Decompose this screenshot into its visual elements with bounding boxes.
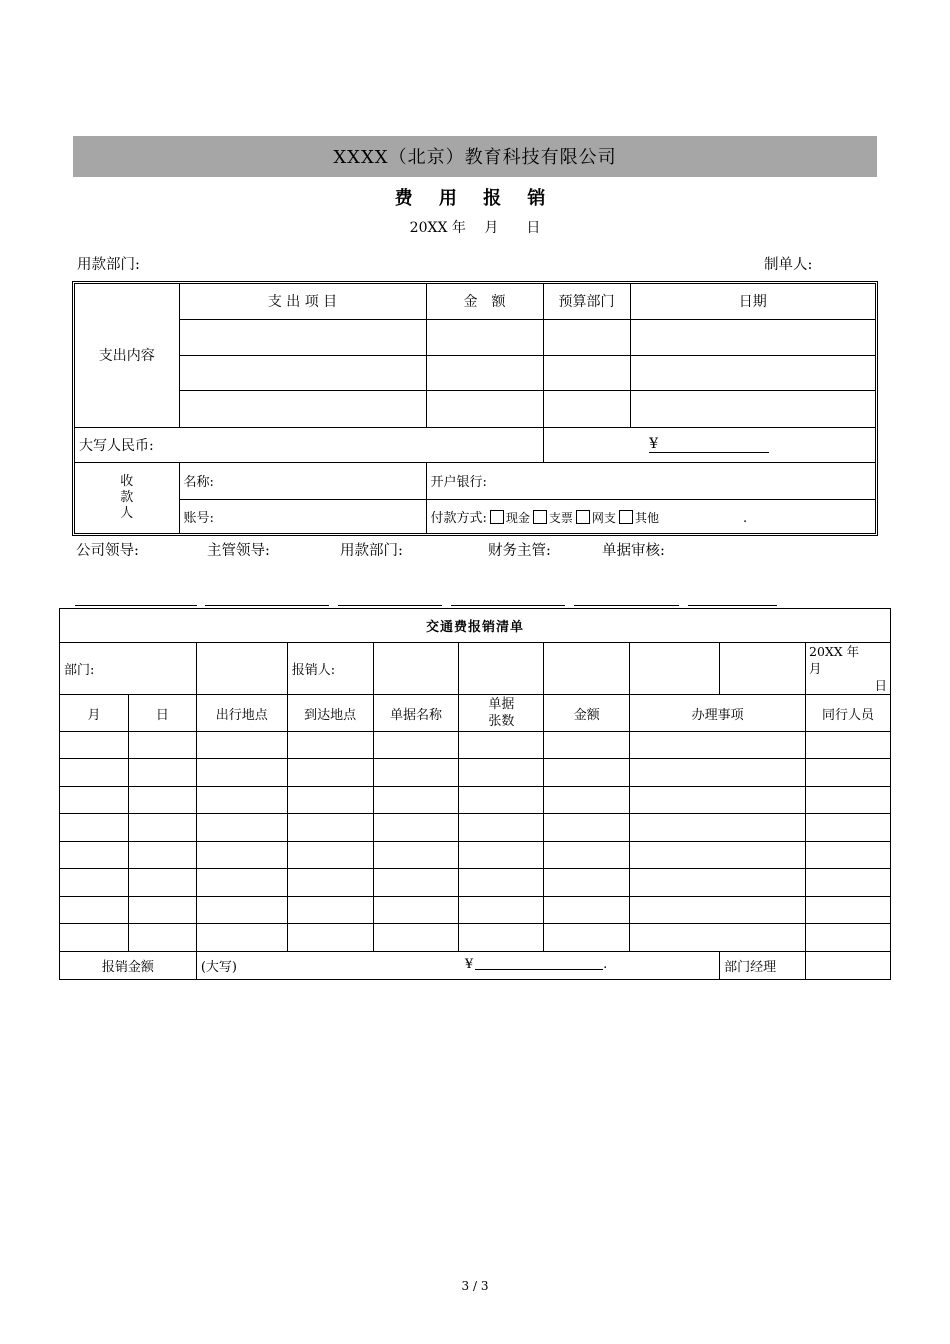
form-title: 费 用 报 销 xyxy=(394,188,556,209)
cell[interactable] xyxy=(630,897,806,924)
header-amount: 金 额 xyxy=(426,284,543,319)
cell[interactable] xyxy=(806,897,891,924)
cell[interactable] xyxy=(60,732,129,759)
col-matter: 办理事项 xyxy=(630,695,806,732)
form-date: 20XX 年 月 日 xyxy=(409,220,541,236)
cell[interactable] xyxy=(373,814,459,842)
cell[interactable] xyxy=(630,842,806,869)
cell[interactable] xyxy=(459,814,544,842)
bank-label: 开户银行: xyxy=(426,462,875,499)
payee-label: 收 款 人 xyxy=(75,462,179,533)
cell[interactable] xyxy=(459,759,544,787)
divider-line xyxy=(338,605,442,607)
account-label: 账号: xyxy=(179,499,426,533)
caps-label: (大写) xyxy=(200,960,237,975)
cell[interactable] xyxy=(459,842,544,869)
transport-table xyxy=(59,608,891,980)
cell[interactable] xyxy=(806,732,891,759)
cell[interactable] xyxy=(630,787,806,814)
cell[interactable] xyxy=(196,924,287,952)
cell[interactable] xyxy=(60,924,129,952)
cell[interactable] xyxy=(459,869,544,897)
cell[interactable] xyxy=(630,732,806,759)
transport-dept-value[interactable] xyxy=(196,643,287,695)
cell[interactable] xyxy=(60,814,129,842)
item-cell[interactable] xyxy=(179,355,426,390)
date-cell[interactable] xyxy=(630,319,875,355)
amount-cell[interactable] xyxy=(426,355,543,390)
blank-cell[interactable] xyxy=(544,643,630,695)
cell[interactable] xyxy=(287,732,373,759)
col-receipt-name: 单据名称 xyxy=(373,695,459,732)
table-row xyxy=(60,924,891,952)
cell[interactable] xyxy=(60,759,129,787)
cell[interactable] xyxy=(544,869,630,897)
divider-line xyxy=(574,605,679,607)
cell[interactable] xyxy=(459,924,544,952)
cell[interactable] xyxy=(544,814,630,842)
header-budget-dept: 预算部门 xyxy=(543,284,630,319)
blank-cell[interactable] xyxy=(630,643,720,695)
col-day: 日 xyxy=(128,695,196,732)
manager-sign-field[interactable] xyxy=(806,952,891,980)
company-name: XXXX（北京）教育科技有限公司 xyxy=(73,136,877,177)
cell[interactable] xyxy=(630,814,806,842)
cell[interactable] xyxy=(128,787,196,814)
amount-caps-label: 大写人民币: xyxy=(75,427,543,462)
table-row xyxy=(60,897,891,924)
cell[interactable] xyxy=(128,759,196,787)
cell[interactable] xyxy=(373,732,459,759)
date-cell[interactable] xyxy=(630,355,875,390)
header-date: 日期 xyxy=(630,284,875,319)
cell[interactable] xyxy=(128,869,196,897)
sig-supervisor: 主管领导: xyxy=(207,543,270,559)
payment-method: 付款方式: 现金 支票 网支 其他 . xyxy=(426,499,875,533)
cell[interactable] xyxy=(459,897,544,924)
col-receipt-count: 单据 张数 xyxy=(459,695,544,732)
cell[interactable] xyxy=(544,924,630,952)
blank-cell[interactable] xyxy=(720,643,806,695)
cell[interactable] xyxy=(373,897,459,924)
cell[interactable] xyxy=(544,787,630,814)
cell[interactable] xyxy=(806,842,891,869)
cell[interactable] xyxy=(806,787,891,814)
divider-line xyxy=(75,605,197,607)
cell[interactable] xyxy=(128,842,196,869)
cell[interactable] xyxy=(196,842,287,869)
cell[interactable] xyxy=(196,814,287,842)
col-arrival: 到达地点 xyxy=(287,695,373,732)
cell[interactable] xyxy=(196,732,287,759)
date-cell[interactable] xyxy=(630,390,875,427)
amount-cell[interactable] xyxy=(426,390,543,427)
cell[interactable] xyxy=(373,759,459,787)
page-number: 3 / 3 xyxy=(461,1279,489,1293)
cell[interactable] xyxy=(60,842,129,869)
total-yen: ¥ . xyxy=(464,957,608,972)
cell[interactable] xyxy=(544,842,630,869)
manager-label: 部门经理 xyxy=(720,952,806,980)
cell[interactable] xyxy=(806,869,891,897)
cell[interactable] xyxy=(128,732,196,759)
cell[interactable] xyxy=(287,759,373,787)
table-row xyxy=(60,814,891,842)
item-cell[interactable] xyxy=(179,319,426,355)
expense-table xyxy=(72,281,878,536)
cell[interactable] xyxy=(544,759,630,787)
dept-label: 用款部门: xyxy=(77,257,140,273)
cell[interactable] xyxy=(544,732,630,759)
budget-cell[interactable] xyxy=(543,390,630,427)
cell[interactable] xyxy=(806,924,891,952)
cell[interactable] xyxy=(373,842,459,869)
table-row xyxy=(60,787,891,814)
table-row xyxy=(60,759,891,787)
cell[interactable] xyxy=(287,787,373,814)
cell[interactable] xyxy=(806,814,891,842)
transport-title: 交通费报销清单 xyxy=(60,609,891,643)
cell[interactable] xyxy=(196,787,287,814)
table-row xyxy=(60,732,891,759)
cell[interactable] xyxy=(60,869,129,897)
cell[interactable] xyxy=(630,869,806,897)
col-companions: 同行人员 xyxy=(806,695,891,732)
cell[interactable] xyxy=(373,924,459,952)
cell[interactable] xyxy=(196,759,287,787)
col-amount: 金额 xyxy=(544,695,630,732)
total-label: 报销金额 xyxy=(60,952,197,980)
cell[interactable] xyxy=(806,759,891,787)
total-caps-field[interactable] xyxy=(196,952,719,980)
budget-cell[interactable] xyxy=(543,355,630,390)
maker-label: 制单人: xyxy=(764,257,813,273)
cell[interactable] xyxy=(196,897,287,924)
divider-line xyxy=(205,605,329,607)
cell[interactable] xyxy=(373,869,459,897)
cell[interactable] xyxy=(60,897,129,924)
budget-cell[interactable] xyxy=(543,319,630,355)
check-checkbox[interactable] xyxy=(533,510,547,524)
cell[interactable] xyxy=(128,897,196,924)
sig-finance: 财务主管: xyxy=(488,543,551,559)
other-checkbox[interactable] xyxy=(619,510,633,524)
cell[interactable] xyxy=(287,842,373,869)
transport-date: 20XX 年 月 日 xyxy=(806,643,891,695)
col-month: 月 xyxy=(60,695,129,732)
cash-checkbox[interactable] xyxy=(490,510,504,524)
divider-line xyxy=(688,605,777,607)
col-departure: 出行地点 xyxy=(196,695,287,732)
transport-dept-label: 部门: xyxy=(60,643,197,695)
cell[interactable] xyxy=(128,924,196,952)
cell[interactable] xyxy=(196,869,287,897)
cell[interactable] xyxy=(459,732,544,759)
cell[interactable] xyxy=(287,897,373,924)
sig-dept: 用款部门: xyxy=(340,543,403,559)
cell[interactable] xyxy=(630,924,806,952)
cell[interactable] xyxy=(373,787,459,814)
transport-person-label: 报销人: xyxy=(287,643,373,695)
header-item: 支 出 项 目 xyxy=(179,284,426,319)
cell[interactable] xyxy=(287,869,373,897)
transport-person-value[interactable] xyxy=(373,643,459,695)
cell[interactable] xyxy=(287,814,373,842)
cell[interactable] xyxy=(287,924,373,952)
sig-company-leader: 公司领导: xyxy=(76,543,139,559)
name-label: 名称: xyxy=(179,462,426,499)
cell[interactable] xyxy=(459,787,544,814)
yen-symbol: ¥ xyxy=(649,436,769,453)
table-row xyxy=(60,842,891,869)
table-row xyxy=(60,869,891,897)
sig-audit: 单据审核: xyxy=(602,543,665,559)
cell[interactable] xyxy=(128,814,196,842)
blank-cell[interactable] xyxy=(459,643,544,695)
divider-line xyxy=(451,605,565,607)
item-cell[interactable] xyxy=(179,390,426,427)
section-label: 支出内容 xyxy=(75,284,179,427)
cell[interactable] xyxy=(60,787,129,814)
cell[interactable] xyxy=(630,759,806,787)
amount-cell[interactable] xyxy=(426,319,543,355)
online-checkbox[interactable] xyxy=(576,510,590,524)
yen-amount-field[interactable] xyxy=(543,427,875,462)
cell[interactable] xyxy=(544,897,630,924)
